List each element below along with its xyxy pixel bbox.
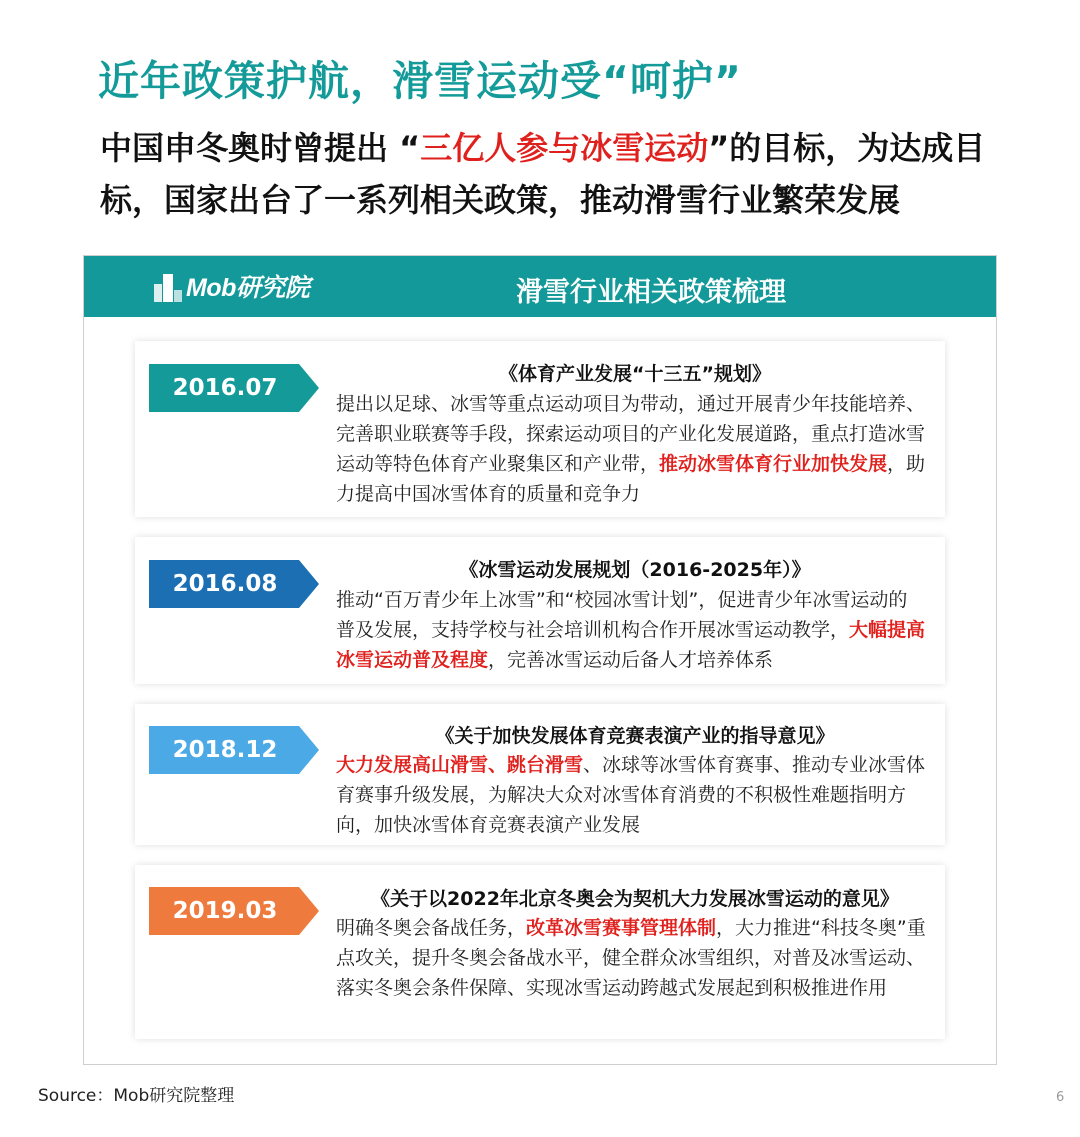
panel-header xyxy=(84,256,996,317)
page-subtitle xyxy=(100,122,1000,226)
policy-card xyxy=(135,537,945,684)
source-note: Source：Mob研究院整理 xyxy=(38,1086,235,1106)
body-highlight: 大力发展高山滑雪、跳台滑雪 xyxy=(336,754,584,776)
policy-panel xyxy=(83,255,997,1065)
date-tag xyxy=(149,364,319,412)
policy-body xyxy=(336,750,926,840)
subtitle-text-post: ”的目标，为达成目标，国家出台了一系列相关政策，推动滑雪行业繁荣发展 xyxy=(100,129,986,219)
body-text-post: 、冰球等冰雪体育赛事、推动专业冰雪体育赛事升级发展，为解决大众对冰雪体育消费的不积极性难题指明方向，加快冰雪体育竞赛表演产业发展 xyxy=(336,754,926,836)
date-tag xyxy=(149,560,319,608)
date-label: 2019.03 xyxy=(172,898,278,924)
body-text-post: ，大力推进“科技冬奥”重点攻关，提升冬奥会备战水平，健全群众冰雪组织，对普及冰雪运动、落实冬奥会条件保障、实现冰雪运动跨越式发展起到积极推进作用 xyxy=(336,917,926,999)
date-label: 2018.12 xyxy=(172,737,278,763)
policy-body xyxy=(336,389,926,509)
date-tag xyxy=(149,887,319,935)
policy-title: 《冰雪运动发展规划（2016-2025年）》 xyxy=(459,559,811,581)
page-title: 近年政策护航，滑雪运动受“呵护” xyxy=(98,57,742,105)
date-label: 2016.08 xyxy=(172,571,278,597)
policy-card xyxy=(135,341,945,517)
body-text-post: ，助力提高中国冰雪体育的质量和竞争力 xyxy=(336,453,926,505)
building-logo-icon xyxy=(152,270,184,302)
policy-card xyxy=(135,865,945,1039)
body-text-post: ，完善冰雪运动后备人才培养体系 xyxy=(488,649,774,671)
logo-text: Mob研究院 xyxy=(186,274,310,302)
policy-body xyxy=(336,913,926,1003)
policy-title: 《关于加快发展体育竞赛表演产业的指导意见》 xyxy=(435,725,835,747)
policy-title: 《体育产业发展“十三五”规划》 xyxy=(499,363,771,385)
page-number: 6 xyxy=(1056,1090,1065,1105)
body-text-pre: 推动“百万青少年上冰雪”和“校园冰雪计划”，促进青少年冰雪运动的普及发展，支持学校与社会培训机构合作开展冰雪运动教学， xyxy=(336,589,908,641)
policy-card xyxy=(135,704,945,845)
date-label: 2016.07 xyxy=(172,375,278,401)
policy-title: 《关于以2022年北京冬奥会为契机大力发展冰雪运动的意见》 xyxy=(371,888,899,910)
body-text-pre: 明确冬奥会备战任务， xyxy=(336,917,527,939)
subtitle-text-pre: 中国申冬奥时曾提出 “ xyxy=(100,129,421,167)
body-text-pre: 提出以足球、冰雪等重点运动项目为带动，通过开展青少年技能培养、完善职业联赛等手段，探索运动项目的产业化发展道路，重点打造冰雪运动等特色体育产业聚集区和产业带， xyxy=(336,393,926,475)
mob-logo xyxy=(152,266,309,306)
body-highlight: 推动冰雪体育行业加快发展 xyxy=(659,453,888,475)
panel-title: 滑雪行业相关政策梳理 xyxy=(516,277,786,308)
date-tag xyxy=(149,726,319,774)
policy-body xyxy=(336,585,926,675)
subtitle-highlight: 三亿人参与冰雪运动 xyxy=(420,129,709,167)
body-highlight: 改革冰雪赛事管理体制 xyxy=(526,917,717,939)
body-highlight: 大幅提高冰雪运动普及程度 xyxy=(336,619,926,671)
